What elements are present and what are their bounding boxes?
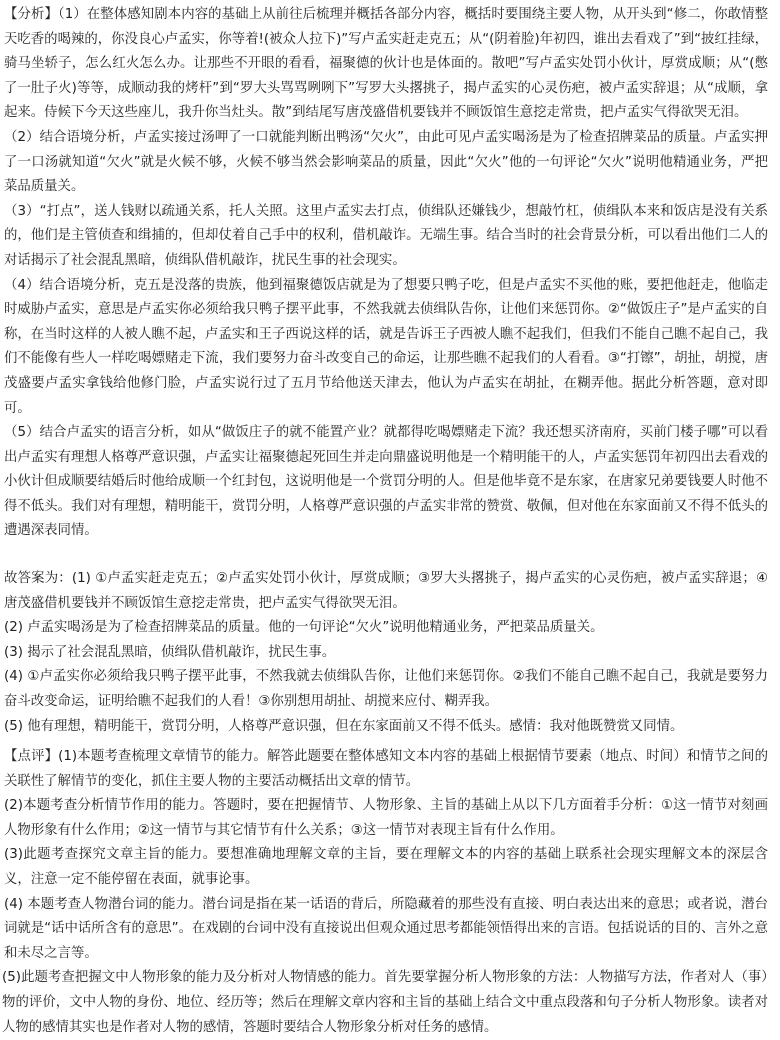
answer-2: (2) 卢孟实喝汤是为了检查招牌菜品的质量。他的一句评论“欠火”说明他精通业务，严把菜品质量关。 <box>4 620 604 636</box>
answer-section <box>0 567 780 739</box>
comment-5: (5)此题考查把握文中人物形象的能力及分析对人物情感的能力。首先要掌握分析人物形象的方法：人物描写方法，作者对人（事）物的评价，文中人物的身份、地位、经历等；然后在理解文章内容和主旨的基础上结合文中重点段落和句子分析人物形象。读者对人物的感情其实也是作者对人物的感情，答题时要结合人物形象分析对任务的感情。 <box>2 970 768 1035</box>
comment-2: (2)本题考查分析情节作用的能力。答题时，要在把握情节、人物形象、主旨的基础上从以下几方面着手分析：①这一情节对刻画人物形象有什么作用；②这一情节与其它情节有什么关系；③这一情节对表现主旨有什么作用。 <box>4 798 768 838</box>
answer-1: 故答案为：(1) ①卢孟实赶走克五；②卢孟实处罚小伙计，厚赏成顺；③罗大头撂挑子，揭卢孟实的心灵伤疤，被卢孟实辞退；④唐茂盛借机要钱并不顾饭馆生意挖走常贵，把卢孟实气得欲哭无泪。 <box>4 571 768 611</box>
comment-3: (3)此题考查探究文章主旨的能力。要想准确地理解文章的主旨，要在理解文本的内容的基础上联系社会现实理解文本的深层含义，注意一定不能停留在表面，就事论事。 <box>4 847 768 887</box>
comment-1: 【点评】(1)本题考查梳理文章情节的能力。解答此题要在整体感知文本内容的基础上根据情节要素（地点、时间）和情节之间的关联性了解情节的变化，抓住主要人物的主要活动概括出文章的情节。 <box>4 749 768 789</box>
comment-4: (4) 本题考查人物潜台词的能力。潜台词是指在某一话语的背后，所隐藏着的那些没有直接、明白表达出来的意思；或者说，潜台词就是“话中话所含有的意思”。在戏剧的台词中没有直接说出但观众通过思考都能领悟得出来的言语。包括说话的目的、言外之意和未尽之言等。 <box>4 896 768 961</box>
analysis-paragraph-5: （5）结合卢孟实的语言分析，如从“做饭庄子的就不能置产业？就都得吃喝嫖赌走下流？我还想买济南府，买前门楼子哪”可以看出卢孟实有理想人格尊严意识强，卢孟实让福聚德起死回生并走向鼎盛说明他是一个精明能干的人，卢孟实惩罚年初四出去看戏的小伙计但成顺要结婚后时他给成顺一个红封包，这说明他是一个赏罚分明的人。但是他毕竟不是东家，在唐家兄弟要钱要人时他不得不低头。我们对有理想，精明能干，赏罚分明，人格尊严意识强的卢孟实非常的赞赏、敬佩，但对他在东家面前又不得不低头的遭遇深表同情。 <box>4 425 768 539</box>
analysis-paragraph-1: 【分析】（1）在整体感知剧本内容的基础上从前往后梳理并概括各部分内容，概括时要围绕主要人物，从开头到“修二，你敢情整天吃香的喝辣的，你没良心卢孟实，你等着!(被众人拉下)”写卢孟实赶走克五；从“(阴着脸)年初四，谁出去看戏了”到“披红挂绿，骑马坐轿子，怎么红火怎么办。让那些不开眼的看看，福聚德的伙计也是体面的。散吧”写卢孟实处罚小伙计，厚赏成顺；从“(憋了一肚子火)等等，成顺动我的烤杆”到“罗大头骂骂咧咧下”写罗大头撂挑子，揭卢孟实的心灵伤疤，被卢孟实辞退；从“成顺，拿起来。侍候下今天这些座儿，我升你当灶头。散”到结尾写唐茂盛借机要钱并不顾饭馆生意挖走常贵，把卢孟实气得欲哭无泪。 <box>4 7 768 121</box>
analysis-paragraph-2: （2）结合语境分析，卢孟实接过汤呷了一口就能判断出鸭汤“欠火”，由此可见卢孟实喝汤是为了检查招牌菜品的质量。卢孟实押了一口汤就知道“欠火”就是火候不够，火候不够当然会影响菜品的质量，因此“欠火”他的一句评论“欠火”说明他精通业务，严把菜品质量关。 <box>4 129 768 195</box>
answer-5: (5) 他有理想，精明能干，赏罚分明，人格尊严意识强，但在东家面前又不得不低头。感情：我对他既赞赏又同情。 <box>4 718 684 734</box>
analysis-paragraph-4: （4）结合语境分析，克五是没落的贵族，他到福聚德饭店就是为了想要只鸭子吃，但是卢孟实不买他的账，要把他赶走，他临走时威胁卢孟实，意思是卢孟实你必须给我只鸭子摆平此事，不然我就去侦缉队告你，让他们来惩罚你。②“做饭庄子”是卢孟实的自称，在当时这样的人被人瞧不起，卢孟实和王子西说这样的话，就是告诉王子西被人瞧不起我们，但我们不能自己瞧不起自己，我们不能像有些人一样吃喝嫖赌走下流，我们要努力奋斗改变自己的命运，让那些瞧不起我们的人看看。③“打镲”，胡扯，胡搅，唐茂盛要卢孟实拿钱给他修门脸，卢孟实说行过了五月节给他送天津去，他认为卢孟实在胡扯，在糊弄他。据此分析答题，意对即可。 <box>4 277 768 416</box>
answer-4: (4) ①卢孟实你必须给我只鸭子摆平此事，不然我就去侦缉队告你，让他们来惩罚你。②我们不能自己瞧不起自己，我就是要努力奋斗改变命运，证明给瞧不起我们的人看！③你别想用胡扯、胡搅来应付、糊弄我。 <box>4 669 768 709</box>
analysis-paragraph-3: （3）“打点”，送人钱财以疏通关系，托人关照。这里卢孟实去打点，侦缉队还嫌钱少，想敲竹杠，侦缉队本来和饭店是没有关系的，他们是主管侦查和缉捕的，但却仗着自己手中的权利，借机敲诈。无端生事。结合当时的社会背景分析，可以看出他们二人的对话揭示了社会混乱黑暗，侦缉队借机敲诈，扰民生事的社会现实。 <box>4 203 768 268</box>
analysis-section <box>0 3 780 544</box>
comment-section <box>0 745 780 1040</box>
answer-3: (3) 揭示了社会混乱黑暗，侦缉队借机敲诈，扰民生事。 <box>4 644 336 660</box>
